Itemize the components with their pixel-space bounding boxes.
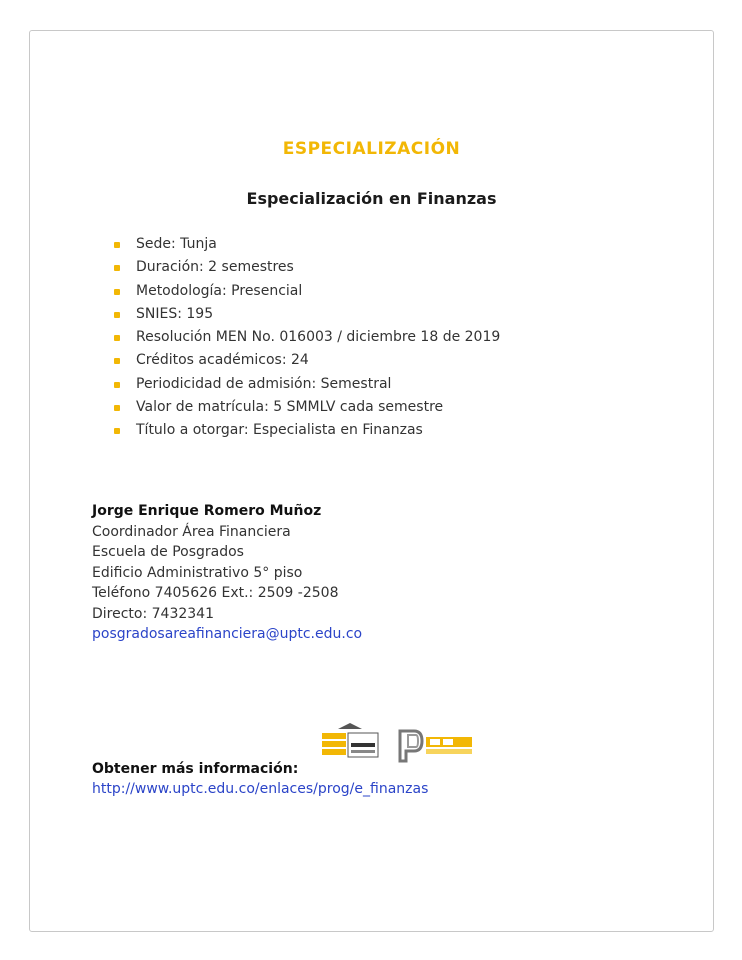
list-item	[114, 349, 500, 372]
list-item-text: Sede: Tunja	[136, 236, 217, 252]
contact-phone: Teléfono 7405626 Ext.: 2509 -2508	[92, 585, 339, 601]
bullet-icon	[114, 428, 120, 434]
contact-role: Coordinador Área Financiera	[92, 523, 291, 540]
list-item-text: Metodología: Presencial	[136, 282, 303, 299]
list-item	[114, 396, 500, 419]
more-info-block	[92, 759, 428, 799]
bullet-icon	[114, 358, 120, 364]
more-info-link[interactable]: http://www.uptc.edu.co/enlaces/prog/e_finanzas	[92, 781, 429, 797]
list-item-text: Título a otorgar: Especialista en Finanzas	[136, 422, 423, 439]
list-item	[114, 280, 500, 303]
section-kicker: ESPECIALIZACIÓN	[282, 139, 461, 159]
list-item	[114, 373, 500, 396]
list-item-text: Resolución MEN No. 016003 / diciembre 18 de 2019	[136, 329, 501, 346]
list-item	[114, 303, 500, 326]
bullet-icon	[114, 242, 120, 248]
list-item-text: Valor de matrícula: 5 SMMLV cada semestre	[136, 399, 444, 416]
contact-building: Edificio Administrativo 5° piso	[92, 564, 303, 581]
list-item	[114, 419, 500, 442]
list-item-text: Periodicidad de admisión: Semestral	[136, 375, 392, 392]
program-title: Especialización en Finanzas	[246, 189, 497, 208]
more-info-label: Obtener más información:	[92, 761, 299, 777]
contact-name: Jorge Enrique Romero Muñoz	[92, 503, 322, 519]
contact-direct: Directo: 7432341	[92, 605, 215, 622]
list-item	[114, 256, 500, 279]
list-item-text: SNIES: 195	[136, 305, 214, 322]
bullet-icon	[114, 335, 120, 341]
list-item-text: Duración: 2 semestres	[136, 259, 294, 276]
list-item-text: Créditos académicos: 24	[136, 352, 309, 369]
bullet-icon	[114, 265, 120, 271]
document-page	[29, 30, 714, 932]
contact-school: Escuela de Posgrados	[92, 544, 244, 560]
contact-block	[92, 501, 362, 645]
bullet-icon	[114, 405, 120, 411]
bullet-icon	[114, 382, 120, 388]
program-details-list	[114, 233, 500, 443]
list-item	[114, 233, 500, 256]
bullet-icon	[114, 312, 120, 318]
contact-email-link[interactable]: posgradosareafinanciera@uptc.edu.co	[92, 626, 363, 642]
list-item	[114, 326, 500, 349]
bullet-icon	[114, 289, 120, 295]
